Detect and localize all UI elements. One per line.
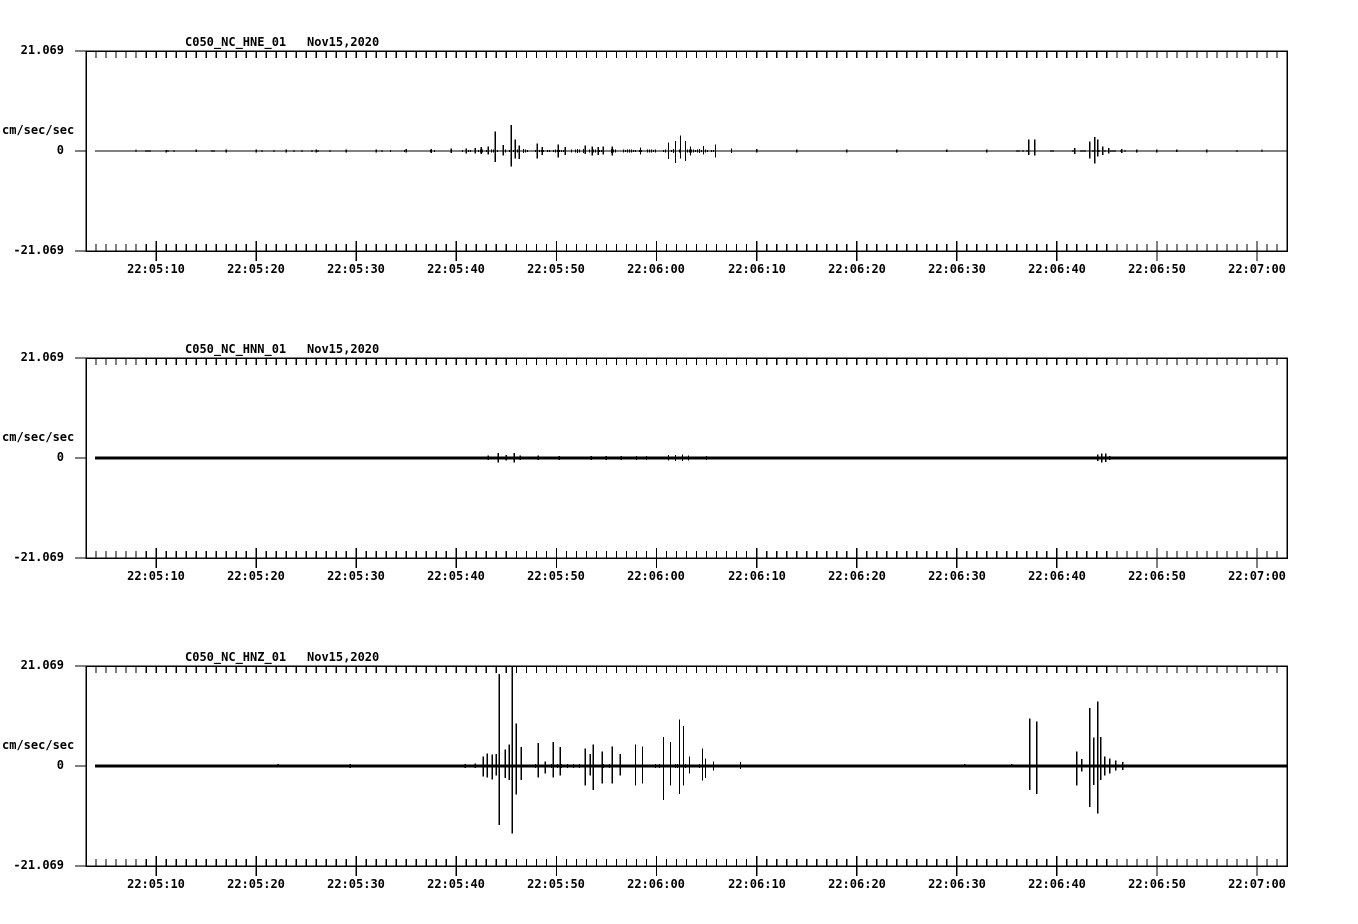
x-tick-label: 22:05:40 (427, 569, 485, 583)
trace-title: C050_NC_HNZ_01 (185, 650, 287, 664)
x-tick-label: 22:06:40 (1028, 877, 1086, 891)
x-tick-label: 22:05:50 (527, 262, 585, 276)
y-min-label: -21.069 (13, 550, 64, 564)
x-tick-label: 22:06:50 (1128, 569, 1186, 583)
y-max-label: 21.069 (20, 658, 64, 672)
axis-ticks (75, 358, 1277, 568)
trace-title: C050_NC_HNN_01 (185, 342, 287, 356)
x-tick-label: 22:05:20 (227, 262, 285, 276)
x-tick-label: 22:06:00 (627, 569, 685, 583)
x-tick-label: 22:06:40 (1028, 569, 1086, 583)
x-tick-label: 22:05:50 (527, 877, 585, 891)
x-tick-label: 22:07:00 (1228, 569, 1286, 583)
y-zero-label: 0 (56, 450, 64, 464)
x-tick-label: 22:06:50 (1128, 262, 1186, 276)
waveform-spikes (136, 125, 1262, 167)
x-tick-label: 22:06:10 (728, 877, 786, 891)
trace-date: Nov15,2020 (307, 342, 380, 356)
x-tick-label: 22:06:50 (1128, 877, 1186, 891)
x-tick-label: 22:05:30 (327, 262, 385, 276)
x-tick-label: 22:05:30 (327, 877, 385, 891)
y-max-label: 21.069 (20, 43, 64, 57)
y-units-label: cm/sec/sec (2, 123, 75, 137)
waveform-spikes (270, 666, 1123, 833)
x-tick-label: 22:05:10 (127, 262, 185, 276)
x-tick-label: 22:06:20 (828, 877, 886, 891)
y-zero-label: 0 (56, 143, 64, 157)
x-tick-label: 22:06:10 (728, 262, 786, 276)
x-tick-label: 22:05:10 (127, 569, 185, 583)
x-tick-label: 22:05:20 (227, 569, 285, 583)
y-min-label: -21.069 (13, 243, 64, 257)
trace-date: Nov15,2020 (307, 650, 380, 664)
y-units-label: cm/sec/sec (2, 738, 75, 752)
x-tick-label: 22:05:30 (327, 569, 385, 583)
trace-date: Nov15,2020 (307, 35, 380, 49)
x-tick-label: 22:05:40 (427, 877, 485, 891)
x-tick-label: 22:06:10 (728, 569, 786, 583)
x-tick-label: 22:07:00 (1228, 262, 1286, 276)
x-tick-label: 22:07:00 (1228, 877, 1286, 891)
axis-ticks (75, 666, 1277, 876)
y-zero-label: 0 (56, 758, 64, 772)
x-tick-label: 22:06:00 (627, 262, 685, 276)
x-tick-label: 22:06:00 (627, 877, 685, 891)
x-tick-label: 22:06:30 (928, 877, 986, 891)
x-tick-label: 22:05:20 (227, 877, 285, 891)
x-tick-label: 22:06:30 (928, 569, 986, 583)
x-tick-label: 22:06:20 (828, 569, 886, 583)
x-tick-label: 22:05:10 (127, 877, 185, 891)
x-tick-label: 22:06:30 (928, 262, 986, 276)
trace-title: C050_NC_HNE_01 (185, 35, 287, 49)
y-min-label: -21.069 (13, 858, 64, 872)
y-max-label: 21.069 (20, 350, 64, 364)
x-tick-label: 22:06:20 (828, 262, 886, 276)
x-tick-label: 22:06:40 (1028, 262, 1086, 276)
x-tick-label: 22:05:50 (527, 569, 585, 583)
y-units-label: cm/sec/sec (2, 430, 75, 444)
x-tick-label: 22:05:40 (427, 262, 485, 276)
